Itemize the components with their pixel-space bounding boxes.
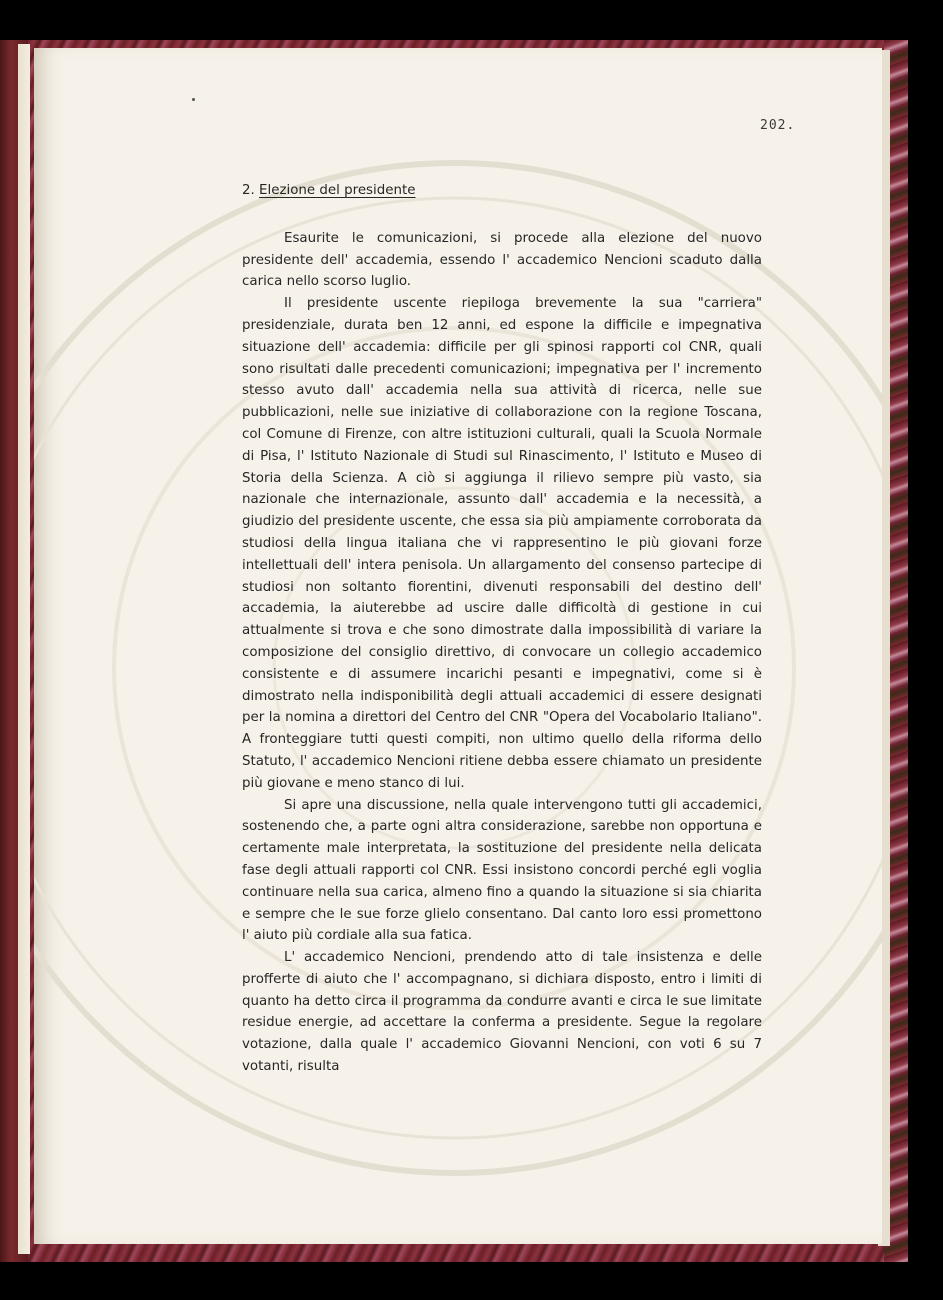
page-number: 202. xyxy=(760,118,796,133)
facing-page-edge xyxy=(18,44,30,1254)
section-number: 2. xyxy=(242,183,255,198)
section-title: Elezione del presidente xyxy=(259,183,416,198)
ink-speck xyxy=(192,98,195,101)
section-heading xyxy=(242,180,762,202)
paragraph: L' accademico Nencioni, prendendo atto di tale insistenza e delle profferte di aiuto che l' accompagnano, si dichiara disposto, entro i limiti di quanto ha detto circa il programma da condurre avanti e circa le sue limitate residue energie, ad accettare la conferma a presidente. Segue la regolare votazione, dalla quale l' accademico Giovanni Nencioni, con voti 6 su 7 votanti, risulta xyxy=(242,950,762,1075)
paragraph: Esaurite le comunicazioni, si procede alla elezione del nuovo presidente dell' accademia, essendo l' accademico Nencioni scaduto dalla carica nello scorso luglio. xyxy=(242,230,762,290)
paragraph: Il presidente uscente riepiloga brevemente la sua "carriera" presidenziale, durata ben 12 anni, ed espone la difficile e impegnativa situazione dell' accademia: difficile per gli spinosi rapporti col CNR, quali sono risultati dalle precedenti comunicazioni; impegnativa per l' incremento stesso avuto dall' accademia nella sua attività di ricerca, nelle sue pubblicazioni, nelle sue iniziative di collaborazione con la regione Toscana, col Comune di Firenze, con altre istituzioni culturali, quali la Scuola Normale di Pisa, l' Istituto Nazionale di Studi sul Rinascimento, l' Istituto e Museo di Storia della Scienza. A ciò si aggiunga il rilievo sempre più vasto, sia nazionale che internazionale, assunto dall' accademia e la necessità, a giudizio del presidente uscente, che essa sia più ampiamente corroborata da studiosi della lingua italiana che vi rappresentino le più giovani forze intellettuali dell' intera penisola. Un allargamento del consenso partecipe di studiosi non soltanto fiorentini, divenuti responsabili del destino dell' accademia, la aiuterebbe ad uscire dalle difficoltà di gestione in cui attualmente si trova e che sono dimostrate dalla impossibilità di variare la composizione del consiglio direttivo, di convocare un collegio accademico consistente e di assumere incarichi pesanti e impegnativi, come si è dimostrato nella indisponibilità degli attuali accademici di essere designati per la nomina a direttori del Centro del CNR "Opera del Vocabolario Italiano". A fronteggiare tutti questi compiti, non ultimo quello della riforma dello Statuto, l' accademico Nencioni ritiene debba essere chiamato un presidente più giovane e meno stanco di lui. xyxy=(242,296,762,791)
paragraph: Si apre una discussione, nella quale intervengono tutti gli accademici, sostenendo che, a parte ogni altra considerazione, sarebbe non opportuna e certamente male interpretata, la sostituzione del presidente nella delicata fase degli attuali rapporti col CNR. Essi insistono concordi perché egli voglia continuare nella sua carica, almeno fino a quando la situazione si sia chiarita e sempre che le sue forze glielo consentano. Dal canto loro essi promettono l' aiuto più cordiale alla sua fatica. xyxy=(242,797,762,944)
page-text xyxy=(242,180,762,1078)
